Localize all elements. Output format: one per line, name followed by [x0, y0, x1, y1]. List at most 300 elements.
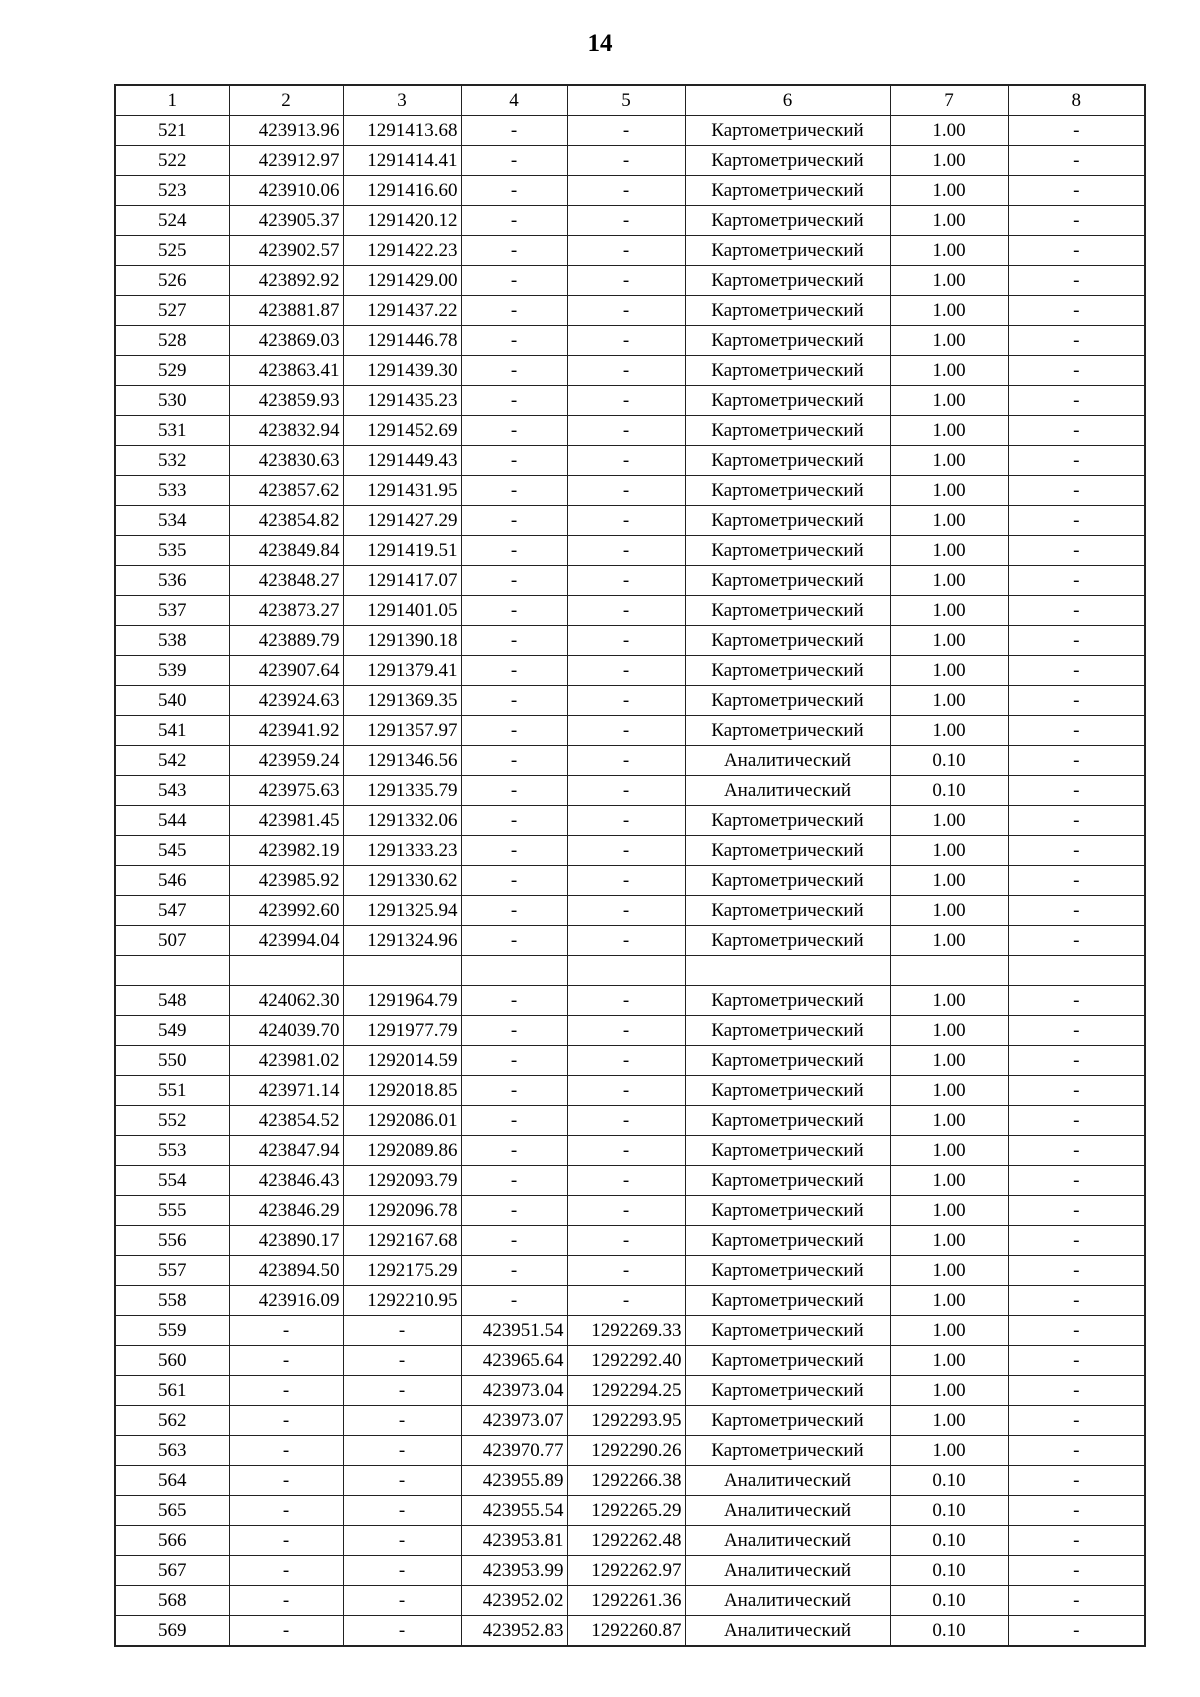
table-cell: 1.00 [890, 926, 1008, 956]
table-cell: 1292265.29 [567, 1496, 685, 1526]
table-cell: - [343, 1616, 461, 1647]
table-cell: - [461, 776, 567, 806]
table-cell: 1.00 [890, 116, 1008, 146]
table-cell: 546 [115, 866, 229, 896]
table-cell: - [229, 1346, 343, 1376]
table-cell: 423955.54 [461, 1496, 567, 1526]
table-cell: - [567, 506, 685, 536]
table-cell: - [229, 1616, 343, 1647]
table-cell: - [1008, 1496, 1145, 1526]
table-cell: 1.00 [890, 566, 1008, 596]
table-cell: - [1008, 1256, 1145, 1286]
table-cell: 423890.17 [229, 1226, 343, 1256]
table-cell: 1.00 [890, 626, 1008, 656]
table-cell: 1.00 [890, 1046, 1008, 1076]
table-row [115, 476, 1145, 506]
table-cell: - [567, 206, 685, 236]
table-cell [685, 956, 890, 986]
table-cell: Картометрический [685, 116, 890, 146]
table-cell: 1.00 [890, 1346, 1008, 1376]
table-cell: - [461, 1046, 567, 1076]
table-cell: 423854.82 [229, 506, 343, 536]
table-cell: 423907.64 [229, 656, 343, 686]
table-cell: - [461, 1016, 567, 1046]
table-cell: 1292294.25 [567, 1376, 685, 1406]
table-row [115, 1376, 1145, 1406]
table-cell: - [229, 1406, 343, 1436]
table-cell: 1.00 [890, 416, 1008, 446]
table-cell: 537 [115, 596, 229, 626]
header-cell: 7 [890, 85, 1008, 116]
table-cell: 423916.09 [229, 1286, 343, 1316]
table-cell: - [343, 1526, 461, 1556]
table-row [115, 1256, 1145, 1286]
table-row [115, 1166, 1145, 1196]
table-cell: - [461, 1226, 567, 1256]
table-cell: Картометрический [685, 476, 890, 506]
table-row [115, 986, 1145, 1016]
table-cell: 522 [115, 146, 229, 176]
table-cell: - [461, 566, 567, 596]
table-cell: - [461, 266, 567, 296]
table-cell: - [1008, 296, 1145, 326]
table-cell: - [1008, 1286, 1145, 1316]
table-cell: - [1008, 926, 1145, 956]
table-cell: 1291429.00 [343, 266, 461, 296]
table-cell: - [461, 206, 567, 236]
table-cell: 1.00 [890, 986, 1008, 1016]
table-cell: 1291346.56 [343, 746, 461, 776]
table-cell: 1292093.79 [343, 1166, 461, 1196]
table-cell: - [1008, 386, 1145, 416]
table-cell: 552 [115, 1106, 229, 1136]
table-cell: Картометрический [685, 1226, 890, 1256]
table-cell: Картометрический [685, 1256, 890, 1286]
table-cell: 1.00 [890, 176, 1008, 206]
table-cell: - [229, 1436, 343, 1466]
table-cell: 1.00 [890, 656, 1008, 686]
table-row [115, 806, 1145, 836]
table-cell: 525 [115, 236, 229, 266]
table-cell: 1291420.12 [343, 206, 461, 236]
table-cell: - [461, 476, 567, 506]
table-cell: Картометрический [685, 176, 890, 206]
table-cell: 423859.93 [229, 386, 343, 416]
table-cell: - [567, 1076, 685, 1106]
table-cell: 1291335.79 [343, 776, 461, 806]
table-cell: - [1008, 1046, 1145, 1076]
table-cell: 1292266.38 [567, 1466, 685, 1496]
table-row [115, 1466, 1145, 1496]
table-cell: 523 [115, 176, 229, 206]
table-cell: 556 [115, 1226, 229, 1256]
table-cell [115, 956, 229, 986]
table-cell: - [1008, 1616, 1145, 1647]
table-row [115, 536, 1145, 566]
table-row [115, 566, 1145, 596]
table-cell: 564 [115, 1466, 229, 1496]
table-cell: 1292014.59 [343, 1046, 461, 1076]
table-cell: - [461, 1076, 567, 1106]
table-cell: 423912.97 [229, 146, 343, 176]
table-cell: - [461, 1106, 567, 1136]
table-cell: - [1008, 206, 1145, 236]
table-cell: - [1008, 776, 1145, 806]
table-cell: 1.00 [890, 866, 1008, 896]
table-row [115, 116, 1145, 146]
table-row [115, 1406, 1145, 1436]
table-cell: 423953.99 [461, 1556, 567, 1586]
table-cell: - [461, 836, 567, 866]
table-cell: Аналитический [685, 1586, 890, 1616]
table-cell: 1292167.68 [343, 1226, 461, 1256]
table-cell: - [1008, 506, 1145, 536]
table-cell: 1291416.60 [343, 176, 461, 206]
table-cell: 423951.54 [461, 1316, 567, 1346]
table-cell: - [461, 236, 567, 266]
table-cell: 1292086.01 [343, 1106, 461, 1136]
table-cell: 1.00 [890, 1436, 1008, 1466]
table-cell: Картометрический [685, 1106, 890, 1136]
table-row [115, 1076, 1145, 1106]
table-cell: 423971.14 [229, 1076, 343, 1106]
table-cell: 1291417.07 [343, 566, 461, 596]
table-header-row [115, 85, 1145, 116]
table-cell: 1291452.69 [343, 416, 461, 446]
table-cell: Картометрический [685, 1196, 890, 1226]
header-cell: 6 [685, 85, 890, 116]
table-cell: 1291437.22 [343, 296, 461, 326]
table-row [115, 236, 1145, 266]
table-row [115, 1496, 1145, 1526]
table-cell: Картометрический [685, 1406, 890, 1436]
table-cell: 551 [115, 1076, 229, 1106]
table-cell: 1.00 [890, 536, 1008, 566]
table-row [115, 1226, 1145, 1256]
table-cell: 1291332.06 [343, 806, 461, 836]
header-cell: 3 [343, 85, 461, 116]
table-cell: 1291413.68 [343, 116, 461, 146]
table-cell: 558 [115, 1286, 229, 1316]
table-cell: - [1008, 1316, 1145, 1346]
table-cell: - [343, 1436, 461, 1466]
table-cell: - [1008, 896, 1145, 926]
header-cell: 5 [567, 85, 685, 116]
table-row [115, 1526, 1145, 1556]
table-cell: - [1008, 446, 1145, 476]
table-cell: - [567, 476, 685, 506]
table-cell: - [1008, 1196, 1145, 1226]
table-cell: 1291977.79 [343, 1016, 461, 1046]
table-body [115, 116, 1145, 1647]
table-cell: - [229, 1556, 343, 1586]
table-cell: - [567, 836, 685, 866]
table-cell: 423869.03 [229, 326, 343, 356]
table-cell: - [1008, 116, 1145, 146]
table-cell: - [567, 1046, 685, 1076]
table-cell: 1291427.29 [343, 506, 461, 536]
table-cell: 0.10 [890, 1586, 1008, 1616]
table-cell: - [461, 716, 567, 746]
table-cell: - [1008, 176, 1145, 206]
table-cell: 1.00 [890, 1286, 1008, 1316]
table-cell: - [1008, 746, 1145, 776]
table-cell: 567 [115, 1556, 229, 1586]
table-cell: Аналитический [685, 746, 890, 776]
table-cell: Картометрический [685, 926, 890, 956]
table-cell: - [567, 1106, 685, 1136]
table-cell: 1292175.29 [343, 1256, 461, 1286]
table-cell: 1291431.95 [343, 476, 461, 506]
table-cell: Картометрический [685, 296, 890, 326]
table-cell: Аналитический [685, 1616, 890, 1647]
table-cell: 536 [115, 566, 229, 596]
table-cell: - [229, 1316, 343, 1346]
table-cell: 423992.60 [229, 896, 343, 926]
table-cell: Картометрический [685, 1436, 890, 1466]
table-cell: 423952.02 [461, 1586, 567, 1616]
table-cell: - [567, 446, 685, 476]
table-cell: 423854.52 [229, 1106, 343, 1136]
table-cell: - [567, 896, 685, 926]
table-cell: Картометрический [685, 416, 890, 446]
table-cell: - [1008, 1016, 1145, 1046]
table-row [115, 866, 1145, 896]
table-cell: - [1008, 1076, 1145, 1106]
table-cell: 507 [115, 926, 229, 956]
table-cell: 550 [115, 1046, 229, 1076]
table-cell: - [461, 506, 567, 536]
table-cell: 423830.63 [229, 446, 343, 476]
table-cell: Аналитический [685, 1496, 890, 1526]
table-cell: Картометрический [685, 836, 890, 866]
table-cell: - [1008, 266, 1145, 296]
table-cell: - [567, 146, 685, 176]
table-cell: Картометрический [685, 206, 890, 236]
table-cell: 1291401.05 [343, 596, 461, 626]
table-cell: 1291390.18 [343, 626, 461, 656]
table-cell: - [567, 1226, 685, 1256]
table-cell: 1292096.78 [343, 1196, 461, 1226]
table-row [115, 776, 1145, 806]
table-row [115, 356, 1145, 386]
table-cell: - [567, 116, 685, 146]
table-cell: Картометрический [685, 236, 890, 266]
table-cell: - [1008, 1226, 1145, 1256]
table-cell: - [461, 1256, 567, 1286]
table-cell: 423889.79 [229, 626, 343, 656]
table-cell: 423941.92 [229, 716, 343, 746]
table-cell: - [567, 596, 685, 626]
table-cell [567, 956, 685, 986]
table-cell: - [1008, 806, 1145, 836]
table-cell: - [567, 356, 685, 386]
table-cell: 1.00 [890, 836, 1008, 866]
table-cell: 0.10 [890, 1496, 1008, 1526]
table-cell: Аналитический [685, 776, 890, 806]
table-cell: 423959.24 [229, 746, 343, 776]
table-cell: 423873.27 [229, 596, 343, 626]
table-cell: 1.00 [890, 596, 1008, 626]
table-cell: - [1008, 1556, 1145, 1586]
table-cell: 423894.50 [229, 1256, 343, 1286]
table-cell: 423994.04 [229, 926, 343, 956]
table-cell: 423981.45 [229, 806, 343, 836]
table-cell: 1291435.23 [343, 386, 461, 416]
table-cell: 1.00 [890, 1166, 1008, 1196]
table-cell: 423985.92 [229, 866, 343, 896]
table-cell: 1.00 [890, 1016, 1008, 1046]
table-cell: - [461, 176, 567, 206]
table-cell: - [1008, 596, 1145, 626]
table-cell: - [461, 986, 567, 1016]
table-cell: 1.00 [890, 1106, 1008, 1136]
table-cell: 533 [115, 476, 229, 506]
table-cell: 1292269.33 [567, 1316, 685, 1346]
table-cell: - [567, 866, 685, 896]
table-row [115, 1616, 1145, 1647]
table-cell: - [1008, 326, 1145, 356]
table-cell: 1.00 [890, 476, 1008, 506]
table-cell: 1.00 [890, 1376, 1008, 1406]
table-cell: Картометрический [685, 1166, 890, 1196]
table-cell: - [1008, 236, 1145, 266]
table-cell: 528 [115, 326, 229, 356]
table-cell: - [343, 1376, 461, 1406]
table-cell: - [1008, 716, 1145, 746]
coordinates-table [114, 84, 1146, 1647]
table-cell: - [567, 716, 685, 746]
table-cell: Картометрический [685, 1016, 890, 1046]
table-cell: - [343, 1346, 461, 1376]
table-cell: - [1008, 836, 1145, 866]
table-cell: 561 [115, 1376, 229, 1406]
table-cell: - [461, 926, 567, 956]
table-cell: Картометрический [685, 1316, 890, 1346]
table-cell: - [343, 1466, 461, 1496]
table-cell: 527 [115, 296, 229, 326]
table-row [115, 656, 1145, 686]
table-cell: 1291422.23 [343, 236, 461, 266]
table-cell: 1292262.48 [567, 1526, 685, 1556]
table-cell [1008, 956, 1145, 986]
table-row [115, 506, 1145, 536]
table-cell: - [567, 266, 685, 296]
table-cell: 1.00 [890, 386, 1008, 416]
table-cell: - [343, 1316, 461, 1346]
table-cell: - [461, 326, 567, 356]
table-cell: - [461, 356, 567, 386]
table-cell: - [461, 1166, 567, 1196]
table-cell: 545 [115, 836, 229, 866]
table-cell: 423973.07 [461, 1406, 567, 1436]
table-cell: 423965.64 [461, 1346, 567, 1376]
table-cell: - [461, 1136, 567, 1166]
table-cell: - [229, 1496, 343, 1526]
table-row [115, 1436, 1145, 1466]
table-cell: - [567, 326, 685, 356]
table-cell: 549 [115, 1016, 229, 1046]
table-cell: - [567, 536, 685, 566]
table-cell: - [461, 1196, 567, 1226]
table-cell: 423953.81 [461, 1526, 567, 1556]
table-cell: 526 [115, 266, 229, 296]
table-cell: Картометрический [685, 146, 890, 176]
table-cell: - [1008, 686, 1145, 716]
table-cell: 1.00 [890, 296, 1008, 326]
table-cell: 1292262.97 [567, 1556, 685, 1586]
table-cell: Картометрический [685, 1286, 890, 1316]
table-cell: 1291419.51 [343, 536, 461, 566]
table-cell: - [567, 1136, 685, 1166]
table-row [115, 596, 1145, 626]
table-cell: - [567, 986, 685, 1016]
table-cell: 0.10 [890, 746, 1008, 776]
table-cell: 1.00 [890, 896, 1008, 926]
table-cell: 1.00 [890, 146, 1008, 176]
table-cell: 423902.57 [229, 236, 343, 266]
table-row [115, 896, 1145, 926]
table-row [115, 626, 1145, 656]
table-cell: 1292018.85 [343, 1076, 461, 1106]
table-cell: - [567, 176, 685, 206]
table-cell: 1.00 [890, 686, 1008, 716]
table-row [115, 956, 1145, 986]
table-cell: 423857.62 [229, 476, 343, 506]
table-cell: - [1008, 1526, 1145, 1556]
table-cell: 530 [115, 386, 229, 416]
table-cell: Картометрический [685, 1076, 890, 1106]
table-cell: 424062.30 [229, 986, 343, 1016]
table-cell: - [461, 386, 567, 416]
table-cell: 423881.87 [229, 296, 343, 326]
table-row [115, 746, 1145, 776]
table-cell: - [461, 296, 567, 326]
table-row [115, 716, 1145, 746]
table-cell: 557 [115, 1256, 229, 1286]
table-row [115, 1196, 1145, 1226]
table-row [115, 326, 1145, 356]
table-cell: 568 [115, 1586, 229, 1616]
table-cell: - [461, 896, 567, 926]
table-cell: 1292293.95 [567, 1406, 685, 1436]
table-cell: Картометрический [685, 626, 890, 656]
table-row [115, 206, 1145, 236]
table-cell: Аналитический [685, 1556, 890, 1586]
table-row [115, 1016, 1145, 1046]
table-cell: Аналитический [685, 1526, 890, 1556]
table-cell: 565 [115, 1496, 229, 1526]
table-cell: 1.00 [890, 326, 1008, 356]
table-cell: 1291446.78 [343, 326, 461, 356]
table-cell: 1.00 [890, 1226, 1008, 1256]
table-cell: 1.00 [890, 506, 1008, 536]
table-cell: - [567, 386, 685, 416]
table-cell: - [461, 536, 567, 566]
table-cell: 555 [115, 1196, 229, 1226]
table-cell: 1.00 [890, 356, 1008, 386]
table-cell: 1.00 [890, 716, 1008, 746]
table-cell: Картометрический [685, 566, 890, 596]
table-cell: 0.10 [890, 1616, 1008, 1647]
table-cell: - [343, 1406, 461, 1436]
table-cell: 423863.41 [229, 356, 343, 386]
table-cell: - [461, 746, 567, 776]
table-cell: 541 [115, 716, 229, 746]
table-cell: - [1008, 476, 1145, 506]
table-row [115, 296, 1145, 326]
table-cell: - [461, 416, 567, 446]
